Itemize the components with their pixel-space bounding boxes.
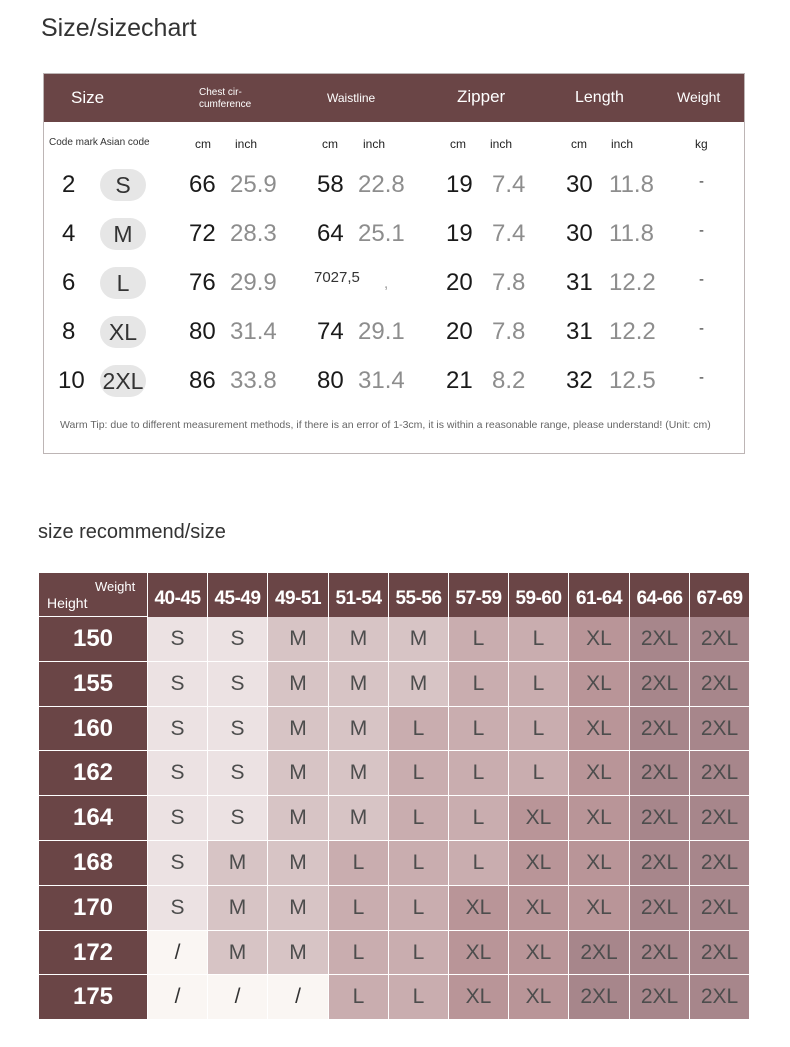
size-recommend-cell: 2XL bbox=[690, 975, 750, 1020]
size-recommend-cell: L bbox=[449, 617, 509, 662]
height-row-header: 150 bbox=[39, 617, 148, 662]
waist-inch: 29.1 bbox=[358, 318, 405, 345]
size-recommend-cell: M bbox=[329, 617, 389, 662]
chest-inch: 31.4 bbox=[230, 318, 277, 345]
size-recommend-cell: XL bbox=[569, 751, 630, 796]
size-recommend-cell: 2XL bbox=[690, 662, 750, 707]
header-zipper: Zipper bbox=[457, 87, 506, 106]
length-cm: 32 bbox=[566, 367, 593, 394]
weight-axis-label: Weight bbox=[95, 579, 136, 594]
length-inch: 11.8 bbox=[609, 171, 654, 198]
zipper-inch: 7.4 bbox=[492, 220, 526, 247]
warm-tip-note: Warm Tip: due to different measurement methods, if there is an error of 1-3cm, it is within a reasonable range, please understand! (Unit: cm) bbox=[60, 419, 711, 431]
size-recommend-cell: L bbox=[329, 886, 389, 931]
length-inch: 12.5 bbox=[609, 367, 656, 394]
size-recommend-cell: S bbox=[148, 662, 208, 707]
length-inch: 12.2 bbox=[609, 318, 656, 345]
size-recommend-cell: 2XL bbox=[569, 931, 630, 976]
height-row-header: 172 bbox=[39, 931, 148, 976]
header-chest: Chest cir- cumference bbox=[199, 87, 252, 110]
zipper-inch: 7.4 bbox=[492, 171, 526, 198]
size-recommend-cell: 2XL bbox=[690, 707, 750, 752]
size-recommend-cell: L bbox=[389, 975, 449, 1020]
subheader-kg: kg bbox=[695, 137, 708, 151]
header-size: Size bbox=[71, 88, 105, 107]
asian-size-badge: XL bbox=[100, 316, 146, 348]
waist-inch: 31.4 bbox=[358, 367, 405, 394]
size-recommend-cell: L bbox=[509, 707, 569, 752]
size-recommend-cell: S bbox=[208, 617, 268, 662]
chest-inch: 28.3 bbox=[230, 220, 277, 247]
chest-inch: 29.9 bbox=[230, 269, 277, 296]
zipper-cm: 21 bbox=[446, 367, 473, 394]
height-row-header: 164 bbox=[39, 796, 148, 841]
size-recommend-cell: M bbox=[268, 796, 329, 841]
size-recommend-cell: M bbox=[329, 707, 389, 752]
size-recommend-cell: S bbox=[148, 841, 208, 886]
size-recommend-cell: M bbox=[208, 931, 268, 976]
waist-inch: , bbox=[384, 275, 389, 292]
chest-cm: 80 bbox=[189, 318, 216, 345]
subheader-chest-inch: inch bbox=[235, 137, 258, 151]
size-recommend-cell: 2XL bbox=[690, 617, 750, 662]
waist-inch: 25.1 bbox=[358, 220, 405, 247]
weight-range-header: 40-45 bbox=[148, 573, 208, 617]
size-recommend-cell: L bbox=[389, 751, 449, 796]
length-cm: 30 bbox=[566, 171, 593, 198]
zipper-cm: 20 bbox=[446, 269, 473, 296]
header-weight: Weight bbox=[677, 89, 721, 105]
size-recommend-cell: S bbox=[208, 751, 268, 796]
size-recommend-cell: M bbox=[268, 617, 329, 662]
size-recommend-cell: M bbox=[208, 841, 268, 886]
size-chart-table bbox=[43, 73, 745, 454]
size-recommend-cell: S bbox=[148, 707, 208, 752]
size-recommend-cell: 2XL bbox=[690, 841, 750, 886]
code-mark: 8 bbox=[62, 318, 76, 345]
size-recommend-cell: XL bbox=[569, 662, 630, 707]
size-recommend-cell: S bbox=[148, 617, 208, 662]
size-recommend-cell: S bbox=[208, 796, 268, 841]
size-recommend-cell: M bbox=[268, 662, 329, 707]
waist-inch: 22.8 bbox=[358, 171, 405, 198]
size-recommend-cell: 2XL bbox=[690, 751, 750, 796]
zipper-cm: 20 bbox=[446, 318, 473, 345]
size-recommend-cell: XL bbox=[509, 975, 569, 1020]
size-recommend-cell: XL bbox=[569, 841, 630, 886]
size-row bbox=[44, 308, 744, 357]
size-recommend-cell: L bbox=[449, 841, 509, 886]
asian-size-badge: 2XL bbox=[100, 365, 146, 397]
weight-kg: - bbox=[699, 271, 704, 288]
subheader-len-cm: cm bbox=[571, 137, 587, 151]
weight-kg: - bbox=[699, 222, 704, 239]
waist-cm: 74 bbox=[317, 318, 344, 345]
size-recommend-cell: S bbox=[148, 751, 208, 796]
size-recommend-cell: / bbox=[148, 931, 208, 976]
size-recommend-cell: 2XL bbox=[690, 931, 750, 976]
size-recommend-cell: 2XL bbox=[630, 662, 690, 707]
subheader-waist-cm: cm bbox=[322, 137, 338, 151]
size-recommend-cell: / bbox=[208, 975, 268, 1020]
size-recommend-cell: 2XL bbox=[690, 886, 750, 931]
size-row bbox=[44, 357, 744, 406]
weight-range-header: 51-54 bbox=[329, 573, 389, 617]
length-cm: 31 bbox=[566, 318, 593, 345]
weight-range-header: 59-60 bbox=[509, 573, 569, 617]
corner-header bbox=[39, 573, 148, 617]
zipper-cm: 19 bbox=[446, 220, 473, 247]
asian-size-badge: S bbox=[100, 169, 146, 201]
code-mark: 4 bbox=[62, 220, 76, 247]
size-recommend-cell: L bbox=[329, 931, 389, 976]
code-mark: 6 bbox=[62, 269, 76, 296]
size-recommend-cell: M bbox=[268, 886, 329, 931]
size-recommend-cell: M bbox=[268, 751, 329, 796]
size-recommend-cell: XL bbox=[449, 886, 509, 931]
size-recommend-cell: XL bbox=[569, 886, 630, 931]
size-recommend-cell: M bbox=[268, 931, 329, 976]
size-recommend-cell: M bbox=[329, 751, 389, 796]
weight-kg: - bbox=[699, 369, 704, 386]
length-cm: 30 bbox=[566, 220, 593, 247]
size-recommend-cell: M bbox=[268, 707, 329, 752]
size-recommend-cell: L bbox=[389, 886, 449, 931]
size-recommend-cell: L bbox=[509, 617, 569, 662]
size-recommend-cell: L bbox=[509, 751, 569, 796]
height-axis-label: Height bbox=[47, 595, 88, 611]
length-inch: 12.2 bbox=[609, 269, 656, 296]
size-recommend-cell: M bbox=[268, 841, 329, 886]
weight-range-header: 57-59 bbox=[449, 573, 509, 617]
height-row-header: 168 bbox=[39, 841, 148, 886]
height-row-header: 155 bbox=[39, 662, 148, 707]
waist-cm: 64 bbox=[317, 220, 344, 247]
chest-cm: 72 bbox=[189, 220, 216, 247]
size-recommend-cell: 2XL bbox=[569, 975, 630, 1020]
size-recommend-cell: L bbox=[389, 841, 449, 886]
length-inch: 11.8 bbox=[609, 220, 654, 247]
height-row-header: 175 bbox=[39, 975, 148, 1020]
size-recommend-cell: M bbox=[208, 886, 268, 931]
weight-kg: - bbox=[699, 320, 704, 337]
header-length: Length bbox=[575, 89, 624, 106]
size-recommend-cell: 2XL bbox=[630, 931, 690, 976]
zipper-cm: 19 bbox=[446, 171, 473, 198]
weight-range-header: 64-66 bbox=[630, 573, 690, 617]
size-recommend-cell: 2XL bbox=[630, 617, 690, 662]
asian-size-badge: M bbox=[100, 218, 146, 250]
chest-cm: 86 bbox=[189, 367, 216, 394]
chest-cm: 66 bbox=[189, 171, 216, 198]
size-recommend-cell: M bbox=[329, 662, 389, 707]
height-row-header: 170 bbox=[39, 886, 148, 931]
size-recommend-cell: 2XL bbox=[630, 841, 690, 886]
zipper-inch: 7.8 bbox=[492, 269, 526, 296]
weight-range-header: 49-51 bbox=[268, 573, 329, 617]
size-recommend-cell: L bbox=[449, 751, 509, 796]
weight-range-header: 55-56 bbox=[389, 573, 449, 617]
size-recommend-cell: L bbox=[449, 662, 509, 707]
height-row-header: 160 bbox=[39, 707, 148, 752]
size-recommend-cell: 2XL bbox=[690, 796, 750, 841]
subheader-len-inch: inch bbox=[611, 137, 634, 151]
size-recommend-cell: 2XL bbox=[630, 975, 690, 1020]
size-recommend-cell: 2XL bbox=[630, 886, 690, 931]
zipper-inch: 7.8 bbox=[492, 318, 526, 345]
size-recommend-cell: / bbox=[268, 975, 329, 1020]
size-recommend-cell: XL bbox=[509, 841, 569, 886]
size-recommend-cell: XL bbox=[569, 617, 630, 662]
code-mark: 2 bbox=[62, 171, 76, 198]
size-recommend-cell: M bbox=[389, 617, 449, 662]
size-recommend-cell: L bbox=[389, 931, 449, 976]
size-recommend-cell: S bbox=[148, 886, 208, 931]
zipper-inch: 8.2 bbox=[492, 367, 526, 394]
asian-size-badge: L bbox=[100, 267, 146, 299]
subheader-zip-inch: inch bbox=[490, 137, 513, 151]
subheader-zip-cm: cm bbox=[450, 137, 466, 151]
waist-cm: 80 bbox=[317, 367, 344, 394]
weight-range-header: 61-64 bbox=[569, 573, 630, 617]
recommend-title: size recommend/size bbox=[38, 521, 226, 543]
size-row bbox=[44, 210, 744, 259]
size-recommend-cell: 2XL bbox=[630, 707, 690, 752]
weight-range-header: 45-49 bbox=[208, 573, 268, 617]
size-recommend-cell: L bbox=[449, 796, 509, 841]
page-title: Size/sizechart bbox=[41, 14, 197, 42]
size-recommend-cell: XL bbox=[509, 886, 569, 931]
size-recommend-cell: S bbox=[148, 796, 208, 841]
size-recommend-cell: L bbox=[509, 662, 569, 707]
code-mark: 10 bbox=[58, 367, 85, 394]
weight-range-header: 67-69 bbox=[690, 573, 750, 617]
size-recommend-cell: L bbox=[389, 707, 449, 752]
size-recommend-cell: M bbox=[389, 662, 449, 707]
length-cm: 31 bbox=[566, 269, 593, 296]
size-recommend-cell: L bbox=[329, 975, 389, 1020]
size-recommend-cell: S bbox=[208, 662, 268, 707]
waist-cm: 58 bbox=[317, 171, 344, 198]
size-recommend-cell: XL bbox=[449, 931, 509, 976]
size-recommend-cell: M bbox=[329, 796, 389, 841]
subheader-waist-inch: inch bbox=[363, 137, 386, 151]
size-recommend-cell: L bbox=[389, 796, 449, 841]
size-recommend-cell: L bbox=[449, 707, 509, 752]
size-recommend-cell: 2XL bbox=[630, 796, 690, 841]
chest-cm: 76 bbox=[189, 269, 216, 296]
size-recommend-grid bbox=[39, 573, 750, 1020]
size-row bbox=[44, 161, 744, 210]
size-recommend-cell: XL bbox=[509, 796, 569, 841]
height-row-header: 162 bbox=[39, 751, 148, 796]
size-recommend-cell: XL bbox=[569, 796, 630, 841]
weight-kg: - bbox=[699, 173, 704, 190]
chest-inch: 33.8 bbox=[230, 367, 277, 394]
size-chart-header bbox=[44, 74, 744, 122]
chest-inch: 25.9 bbox=[230, 171, 277, 198]
size-recommend-cell: L bbox=[329, 841, 389, 886]
size-recommend-cell: S bbox=[208, 707, 268, 752]
subheader-code: Code mark Asian code bbox=[49, 137, 150, 148]
size-recommend-cell: 2XL bbox=[630, 751, 690, 796]
waist-cm: 7027,5 bbox=[314, 269, 360, 286]
size-recommend-cell: XL bbox=[509, 931, 569, 976]
size-row bbox=[44, 259, 744, 308]
size-recommend-cell: XL bbox=[569, 707, 630, 752]
size-recommend-cell: / bbox=[148, 975, 208, 1020]
subheader-chest-cm: cm bbox=[195, 137, 211, 151]
size-recommend-cell: XL bbox=[449, 975, 509, 1020]
header-waist: Waistline bbox=[327, 91, 376, 105]
